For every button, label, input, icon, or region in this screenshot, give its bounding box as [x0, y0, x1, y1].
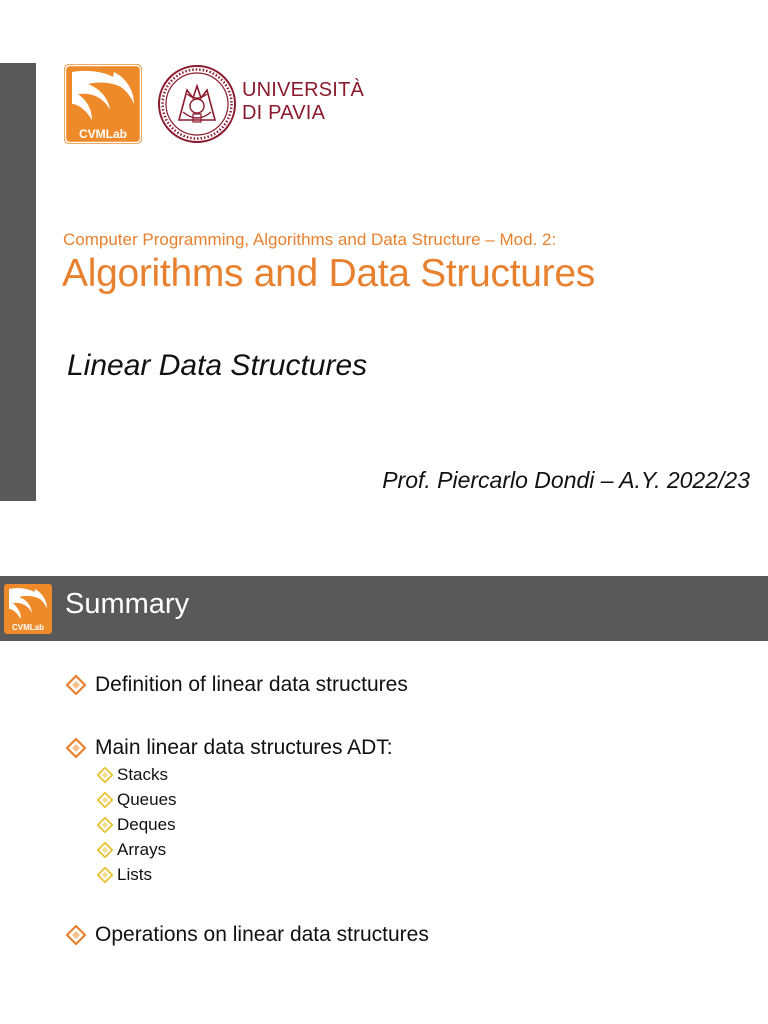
- diamond-bullet-icon: [97, 867, 113, 883]
- summary-title: Summary: [65, 588, 190, 620]
- sub-bullet-deques: [97, 815, 176, 835]
- diamond-bullet-icon: [97, 792, 113, 808]
- diamond-bullet-icon: [66, 738, 86, 758]
- sub-bullet-text: Stacks: [117, 765, 169, 784]
- university-seal-icon: [157, 64, 237, 144]
- left-accent-bar: [0, 63, 36, 501]
- university-name: [242, 79, 364, 125]
- bullet-text: Main linear data structures ADT:: [95, 736, 393, 759]
- bullet-text: Definition of linear data structures: [95, 673, 408, 696]
- diamond-bullet-icon: [66, 925, 86, 945]
- bullet-operations: [66, 923, 429, 947]
- diamond-bullet-icon: [97, 842, 113, 858]
- slide-subtitle: Linear Data Structures: [67, 349, 368, 382]
- course-line: Computer Programming, Algorithms and Data Structure – Mod. 2:: [63, 230, 557, 249]
- sub-bullet-text: Lists: [117, 865, 152, 884]
- cvmlab-logo-icon: [64, 64, 142, 144]
- cvmlab-logo-icon: [4, 584, 52, 634]
- slide-title: Algorithms and Data Structures: [62, 252, 595, 295]
- sub-bullet-text: Deques: [117, 815, 176, 834]
- bullet-definition: [66, 673, 408, 697]
- slide-header-bar: [0, 576, 768, 641]
- diamond-bullet-icon: [97, 767, 113, 783]
- diamond-bullet-icon: [66, 675, 86, 695]
- bullet-text: Operations on linear data structures: [95, 923, 429, 946]
- author-line: Prof. Piercarlo Dondi – A.Y. 2022/23: [382, 467, 750, 493]
- bullet-main-adt: [66, 736, 393, 760]
- sub-bullet-text: Queues: [117, 790, 177, 809]
- university-name-line2: DI PAVIA: [242, 102, 326, 124]
- cvmlab-logo-text: CVMLab: [79, 127, 127, 141]
- diamond-bullet-icon: [97, 817, 113, 833]
- sub-bullet-arrays: [97, 840, 166, 860]
- sub-bullet-lists: [97, 865, 152, 885]
- sub-bullet-queues: [97, 790, 177, 810]
- sub-bullet-stacks: [97, 765, 168, 785]
- summary-slide: [0, 576, 768, 1024]
- university-name-line1: UNIVERSITÀ: [242, 79, 365, 101]
- header-logo-text: CVMLab: [12, 623, 44, 632]
- sub-bullet-text: Arrays: [117, 840, 167, 859]
